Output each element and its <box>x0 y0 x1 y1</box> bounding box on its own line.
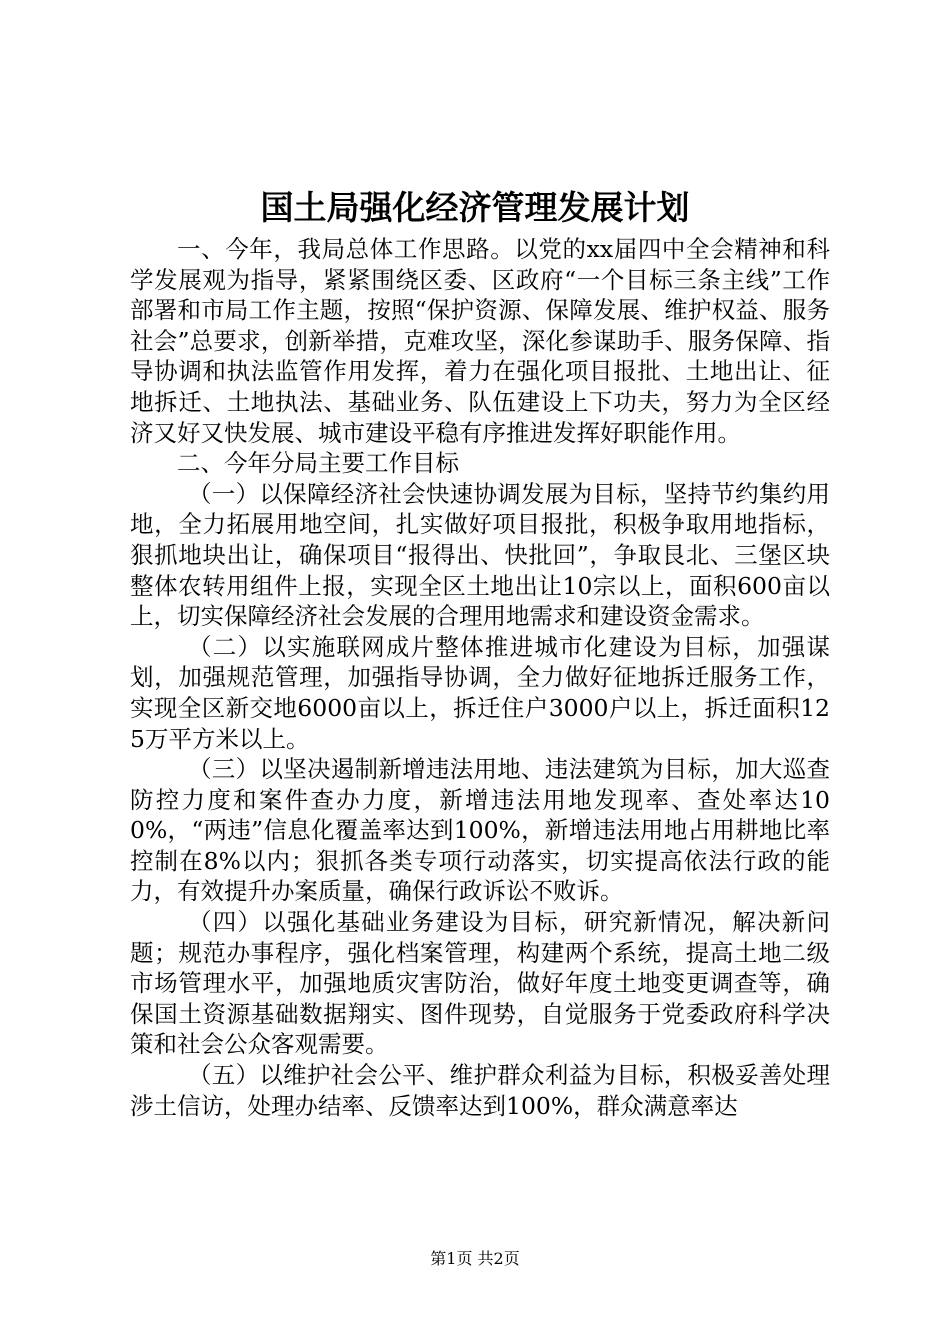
paragraph-goal-2: （二）以实施联网成片整体推进城市化建设为目标，加强谋划，加强规范管理，加强指导协调，全力做好征地拆迁服务工作，实现全区新交地6000亩以上，拆迁住户3000户以上，拆迁面积125万平方米以上。 <box>130 632 830 753</box>
document-body <box>130 234 830 1121</box>
document-title: 国土局强化经济管理发展计划 <box>260 188 690 227</box>
page-number-footer: 第1页 共2页 <box>430 1249 520 1268</box>
paragraph-goal-4: （四）以强化基础业务建设为目标，研究新情况，解决新问题；规范办事程序，强化档案管理，构建两个系统，提高土地二级市场管理水平，加强地质灾害防治，做好年度土地变更调查等，确保国土资源基础数据翔实、图件现势，自觉服务于党委政府科学决策和社会公众客观需要。 <box>130 908 830 1059</box>
paragraph-work-approach: 一、今年，我局总体工作思路。以党的xx届四中全会精神和科学发展观为指导，紧紧围绕区委、区政府“一个目标三条主线”工作部署和市局工作主题，按照“保护资源、保障发展、维护权益、服务社会”总要求，创新举措，克难攻坚，深化参谋助手、服务保障、指导协调和执法监管作用发挥，着力在强化项目报批、土地出让、征地拆迁、土地执法、基础业务、队伍建设上下功夫，努力为全区经济又好又快发展、城市建设平稳有序推进发挥好职能作用。 <box>130 235 830 447</box>
paragraph-goal-3: （三）以坚决遏制新增违法用地、违法建筑为目标，加大巡查防控力度和案件查办力度，新增违法用地发现率、查处率达100%，“两违”信息化覆盖率达到100%，新增违法用地占用耕地比率控制在8%以内；狠抓各类专项行动落实，切实提高依法行政的能力，有效提升办案质量，确保行政诉讼不败诉。 <box>130 755 830 906</box>
paragraph-goal-1: （一）以保障经济社会快速协调发展为目标，坚持节约集约用地，全力拓展用地空间，扎实做好项目报批，积极争取用地指标，狠抓地块出让，确保项目“报得出、快批回”，争取艮北、三堡区块整体农转用组件上报，实现全区土地出让10宗以上，面积600亩以上，切实保障经济社会发展的合理用地需求和建设资金需求。 <box>130 479 830 631</box>
paragraph-main-goals-heading: 二、今年分局主要工作目标 <box>177 449 459 478</box>
paragraph-goal-5: （五）以维护社会公平、维护群众利益为目标，积极妥善处理涉土信访，处理办结率、反馈率达到100%，群众满意率达 <box>130 1061 830 1120</box>
